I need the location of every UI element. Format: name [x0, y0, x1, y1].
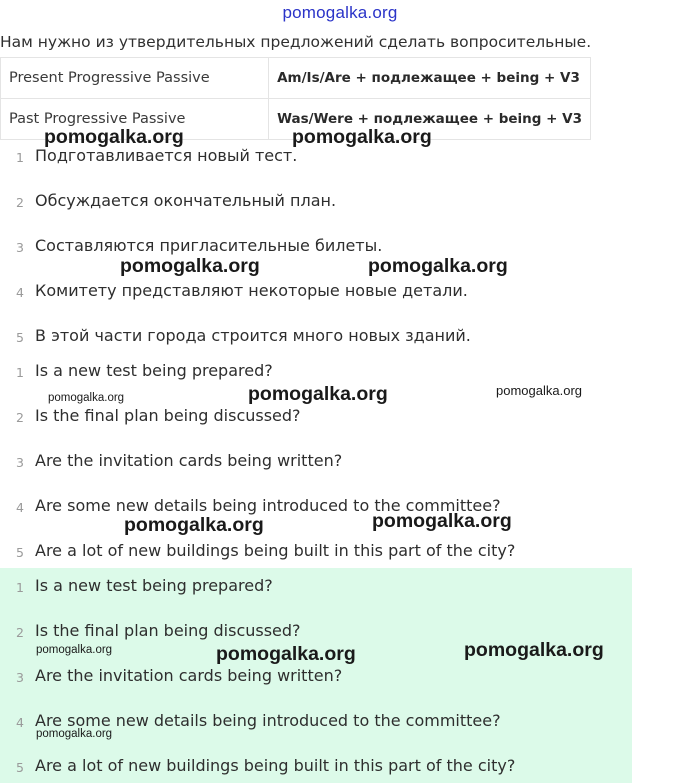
watermark: pomogalka.org [48, 392, 125, 404]
watermark: pomogalka.org [36, 644, 113, 656]
table-row [1, 99, 591, 140]
watermark: pomogalka.org [464, 639, 604, 661]
item-text: Are the invitation cards being written? [35, 666, 343, 685]
item-number: 2 [16, 625, 24, 640]
instruction-text: Нам нужно из утвердительных предложений сделать вопросительные. [0, 33, 592, 51]
item-text: Are a lot of new buildings being built in this part of the city? [35, 756, 516, 775]
tense-formula: Was/Were + подлежащее + being + V3 [269, 99, 591, 140]
watermark: pomogalka.org [36, 728, 113, 740]
item-text: Составляются пригласительные билеты. [35, 236, 383, 255]
grammar-table [0, 57, 591, 140]
item-text: Are a lot of new buildings being built in this part of the city? [35, 541, 516, 560]
item-text: Is a new test being prepared? [35, 576, 273, 595]
tense-formula: Am/Is/Are + подлежащее + being + V3 [269, 58, 591, 99]
item-text: Is a new test being prepared? [35, 361, 273, 380]
item-text: В этой части города строится много новых зданий. [35, 326, 471, 345]
item-text: Is the final plan being discussed? [35, 621, 301, 640]
watermark: pomogalka.org [216, 643, 356, 665]
item-text: Are some new details being introduced to the committee? [35, 711, 501, 730]
item-text: Подготавливается новый тест. [35, 146, 298, 165]
item-number: 2 [16, 195, 24, 210]
item-text: Комитету представляют некоторые новые детали. [35, 281, 468, 300]
watermark: pomogalka.org [120, 255, 260, 277]
watermark: pomogalka.org [248, 383, 388, 405]
tense-name: Present Progressive Passive [1, 58, 269, 99]
site-title[interactable]: pomogalka.org [282, 3, 398, 22]
item-number: 5 [16, 760, 24, 775]
tense-name: Past Progressive Passive [1, 99, 269, 140]
item-number: 3 [16, 670, 24, 685]
item-number: 1 [16, 365, 24, 380]
item-number: 1 [16, 580, 24, 595]
table-row [1, 58, 591, 99]
watermark: pomogalka.org [292, 126, 432, 148]
item-number: 5 [16, 545, 24, 560]
item-text: Is the final plan being discussed? [35, 406, 301, 425]
watermark: pomogalka.org [44, 126, 184, 148]
item-number: 2 [16, 410, 24, 425]
item-text: Are the invitation cards being written? [35, 451, 343, 470]
watermark: pomogalka.org [124, 514, 264, 536]
item-number: 1 [16, 150, 24, 165]
item-number: 4 [16, 285, 24, 300]
item-text: Обсуждается окончательный план. [35, 191, 337, 210]
item-number: 5 [16, 330, 24, 345]
item-text: Are some new details being introduced to the committee? [35, 496, 501, 515]
watermark: pomogalka.org [372, 510, 512, 532]
item-number: 3 [16, 240, 24, 255]
item-number: 3 [16, 455, 24, 470]
item-number: 4 [16, 500, 24, 515]
item-number: 4 [16, 715, 24, 730]
watermark: pomogalka.org [496, 383, 582, 398]
watermark: pomogalka.org [368, 255, 508, 277]
